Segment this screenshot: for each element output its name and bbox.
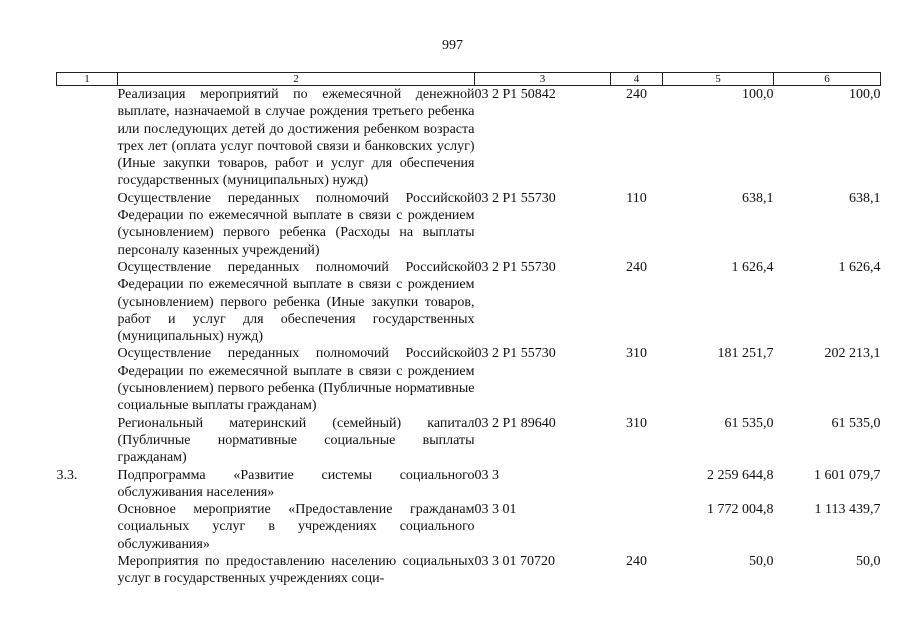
page-number: 997 <box>442 38 463 53</box>
row-name: Осуществление переданных полномочий Российской Федерации по ежемесячной выплате в связи с рождением (усыновлением) первого ребенка (Публичные нормативные социальные выплаты гражданам) <box>117 346 475 414</box>
column-header: 3 <box>475 73 611 86</box>
row-amount-1: 2 259 644,8 <box>707 467 774 483</box>
row-amount-2: 1 601 079,7 <box>814 467 881 483</box>
row-amount-1: 1 626,4 <box>731 259 774 275</box>
row-amount-1: 100,0 <box>742 87 774 102</box>
header-row <box>57 73 881 86</box>
row-code: 03 2 P1 50842 <box>474 87 556 102</box>
column-header: 6 <box>774 73 881 86</box>
row-amount-1: 638,1 <box>742 190 774 206</box>
row-code: 03 2 P1 55730 <box>474 190 556 206</box>
row-expense-type: 240 <box>626 87 647 102</box>
table-row <box>57 345 881 414</box>
row-expense-type: 240 <box>626 554 647 570</box>
table-row <box>57 190 881 259</box>
row-name: Осуществление переданных полномочий Российской Федерации по ежемесячной выплате в связи с рождением (усыновлением) первого ребенка (Расходы на выплаты персоналу казенных учреждений) <box>117 190 475 258</box>
row-name: Реализация мероприятий по ежемесячной денежной выплате, назначаемой в случае рождения третьего ребенка или последующих детей до достижения ребенком возраста трех лет (оплата услуг почтовой связи и банковских услуг) (Иные закупки товаров, работ и услуг для обеспечения государственных (муниципальных) нужд) <box>117 87 475 189</box>
row-code: 03 2 P1 55730 <box>474 346 556 362</box>
table-row <box>57 553 881 588</box>
row-expense-type <box>611 501 663 553</box>
row-expense-type: 310 <box>626 415 647 431</box>
row-amount-2: 202 213,1 <box>824 346 881 362</box>
row-amount-1: 181 251,7 <box>717 346 774 362</box>
column-header: 5 <box>663 73 774 86</box>
row-number <box>57 345 118 414</box>
row-amount-2: 1 113 439,7 <box>814 502 881 518</box>
row-expense-type <box>611 467 663 502</box>
row-number <box>57 190 118 259</box>
row-name: Мероприятия по предоставлению населению социальных услуг в государственных учреждениях соци- <box>117 554 475 587</box>
column-header: 2 <box>118 73 475 86</box>
table-row <box>57 501 881 553</box>
row-number <box>57 86 118 190</box>
row-expense-type: 110 <box>626 190 647 206</box>
row-code: 03 3 <box>474 467 499 483</box>
row-code: 03 3 01 <box>474 502 517 518</box>
row-amount-1: 1 772 004,8 <box>707 502 774 518</box>
row-expense-type: 310 <box>626 346 647 362</box>
row-name: Осуществление переданных полномочий Российской Федерации по ежемесячной выплате в связи с рождением (усыновлением) первого ребенка (Иные закупки товаров, работ и услуг для обеспечения государственных (муниципальных) нужд) <box>117 259 475 345</box>
row-number <box>57 415 118 467</box>
row-name: Основное мероприятие «Предоставление гражданам социальных услуг в учреждениях социального обслуживания» <box>117 502 475 552</box>
table-row <box>57 259 881 345</box>
column-header: 4 <box>611 73 663 86</box>
row-name: Подпрограмма «Развитие системы социального обслуживания населения» <box>117 467 475 500</box>
column-header: 1 <box>57 73 118 86</box>
row-amount-2: 50,0 <box>856 554 881 570</box>
row-number: 3.3. <box>56 467 78 483</box>
row-amount-2: 100,0 <box>849 87 881 102</box>
row-number <box>57 501 118 553</box>
table-row <box>57 467 881 502</box>
row-expense-type: 240 <box>626 259 647 275</box>
table-row <box>57 415 881 467</box>
row-amount-2: 638,1 <box>849 190 881 206</box>
row-amount-1: 61 535,0 <box>724 415 774 431</box>
row-number <box>57 259 118 345</box>
row-amount-2: 61 535,0 <box>831 415 881 431</box>
row-code: 03 3 01 70720 <box>474 554 555 570</box>
row-amount-1: 50,0 <box>749 554 774 570</box>
row-code: 03 2 P1 89640 <box>474 415 556 431</box>
budget-table <box>56 72 881 588</box>
row-name: Региональный материнский (семейный) капитал (Публичные нормативные социальные выплаты гражданам) <box>117 415 475 466</box>
row-amount-2: 1 626,4 <box>838 259 881 275</box>
row-code: 03 2 P1 55730 <box>474 259 556 275</box>
row-number <box>57 553 118 588</box>
table-row <box>57 86 881 190</box>
